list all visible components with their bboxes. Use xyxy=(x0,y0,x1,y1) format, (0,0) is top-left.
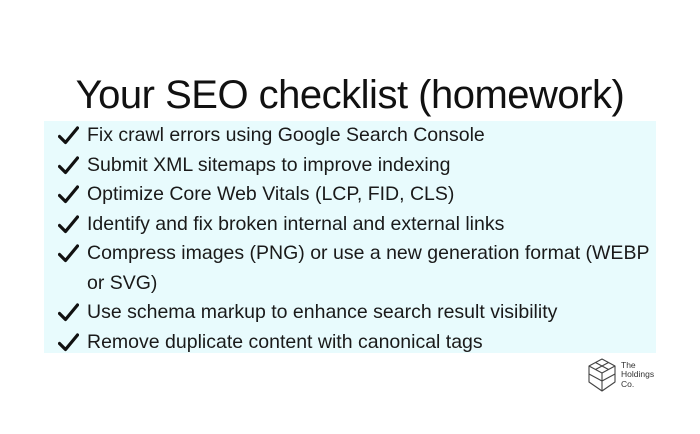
brand-line: Holdings xyxy=(621,369,655,380)
checklist-item-text: Compress images (PNG) or use a new generation format (WEBP or SVG) xyxy=(87,242,650,294)
list-item xyxy=(58,121,658,151)
brand-line: Co. xyxy=(621,378,635,389)
brand-line: The xyxy=(621,359,636,370)
checklist-item-text: Fix crawl errors using Google Search Console xyxy=(87,124,485,146)
brand-logo xyxy=(587,357,677,393)
holdings-cube-logo-icon xyxy=(587,358,617,392)
list-item xyxy=(58,210,658,240)
checkmark-icon xyxy=(58,210,82,240)
checkmark-icon xyxy=(58,180,82,210)
list-item xyxy=(58,180,658,210)
checklist-item-text: Identify and fix broken internal and external links xyxy=(87,212,505,235)
seo-checklist xyxy=(58,121,658,357)
checkmark-icon xyxy=(58,328,82,358)
list-item xyxy=(58,151,658,181)
list-item xyxy=(58,328,658,358)
checkmark-icon xyxy=(58,121,82,151)
checklist-item-text: Remove duplicate content with canonical tags xyxy=(87,330,483,353)
checkmark-icon xyxy=(58,151,82,181)
checkmark-icon xyxy=(58,298,82,328)
checklist-item-text: Optimize Core Web Vitals (LCP, FID, CLS) xyxy=(87,183,455,205)
list-item xyxy=(58,298,658,328)
brand-wordmark xyxy=(621,361,671,390)
checklist-item-text: Use schema markup to enhance search result visibility xyxy=(87,301,558,323)
page-title: Your SEO checklist (homework) xyxy=(75,72,625,117)
checkmark-icon xyxy=(58,239,82,269)
checklist-item-text: Submit XML sitemaps to improve indexing xyxy=(87,153,451,176)
list-item xyxy=(58,239,658,298)
